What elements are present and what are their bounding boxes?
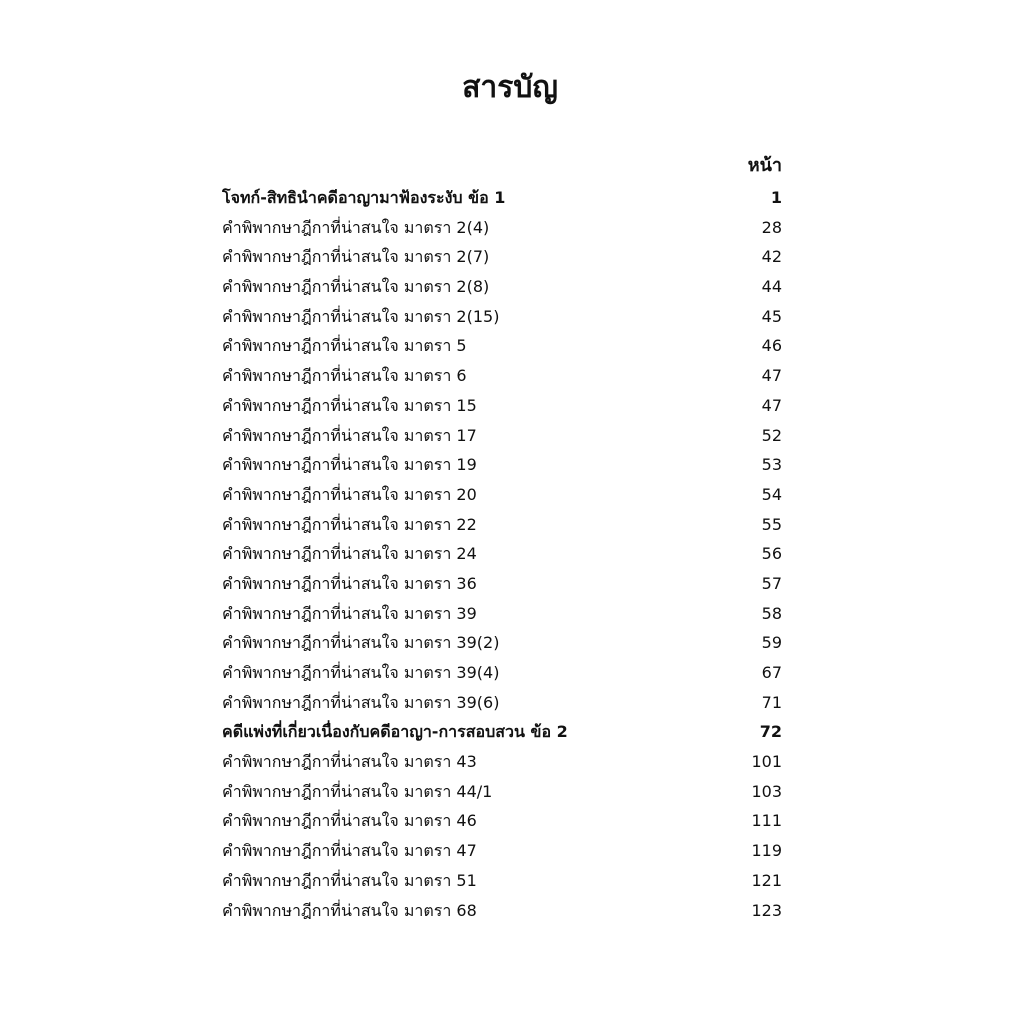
toc-entry-label: คำพิพากษาฎีกาที่น่าสนใจ มาตรา 2(15) (222, 306, 500, 326)
toc-entry (222, 599, 782, 629)
toc-entry (222, 777, 782, 807)
toc-entry (222, 628, 782, 658)
toc-entry-label: คำพิพากษาฎีกาที่น่าสนใจ มาตรา 36 (222, 573, 477, 593)
toc-entry-label: คำพิพากษาฎีกาที่น่าสนใจ มาตรา 68 (222, 900, 477, 920)
toc-entry (222, 569, 782, 599)
toc-entry-label: คำพิพากษาฎีกาที่น่าสนใจ มาตรา 5 (222, 336, 467, 356)
toc-entry-label: คำพิพากษาฎีกาที่น่าสนใจ มาตรา 15 (222, 395, 477, 415)
toc-entry-label: คำพิพากษาฎีกาที่น่าสนใจ มาตรา 43 (222, 752, 477, 772)
toc-entry (222, 302, 782, 332)
toc-entry-label: คำพิพากษาฎีกาที่น่าสนใจ มาตรา 46 (222, 811, 477, 831)
toc-entry-label: คำพิพากษาฎีกาที่น่าสนใจ มาตรา 19 (222, 455, 477, 475)
toc-section-heading (222, 183, 782, 213)
toc-entry-page-number: 1 (770, 188, 782, 207)
toc-entry-page-number: 46 (761, 336, 782, 356)
toc-entry (222, 539, 782, 569)
toc-entry-page-number: 53 (761, 455, 782, 475)
toc-entry (222, 866, 782, 896)
toc-entry (222, 272, 782, 302)
toc-entry-page-number: 47 (761, 366, 782, 386)
toc-entry-label: คำพิพากษาฎีกาที่น่าสนใจ มาตรา 39(4) (222, 663, 500, 682)
toc-entry-page-number: 67 (761, 663, 782, 682)
toc-entry (222, 806, 782, 836)
toc-entry-label: คำพิพากษาฎีกาที่น่าสนใจ มาตรา 22 (222, 514, 477, 534)
toc-entry-label: คำพิพากษาฎีกาที่น่าสนใจ มาตรา 6 (222, 366, 467, 386)
toc-entry (222, 361, 782, 391)
toc-entry (222, 480, 782, 510)
toc-entry (222, 213, 782, 243)
page-title: สารบัญ (462, 70, 558, 105)
toc-entry-page-number: 45 (761, 306, 782, 326)
toc-entry-label: คำพิพากษาฎีกาที่น่าสนใจ มาตรา 2(8) (222, 277, 490, 297)
toc-entry-label: คำพิพากษาฎีกาที่น่าสนใจ มาตรา 39 (222, 603, 477, 623)
toc-entry-page-number: 58 (761, 603, 782, 623)
toc-entry (222, 688, 782, 718)
toc-entry-label: คำพิพากษาฎีกาที่น่าสนใจ มาตรา 20 (222, 484, 477, 504)
toc-entry-page-number: 56 (761, 544, 782, 564)
toc-entry-page-number: 103 (751, 781, 782, 801)
toc-entry (222, 391, 782, 421)
toc-entry (222, 331, 782, 361)
toc-entry-page-number: 119 (751, 841, 782, 861)
toc-entry-label: คำพิพากษาฎีกาที่น่าสนใจ มาตรา 17 (222, 425, 477, 445)
toc-entry-label: คดีแพ่งที่เกี่ยวเนื่องกับคดีอาญา-การสอบสวน ข้อ 2 (222, 722, 568, 742)
toc-entry-label: คำพิพากษาฎีกาที่น่าสนใจ มาตรา 51 (222, 870, 477, 890)
toc-entry-label: คำพิพากษาฎีกาที่น่าสนใจ มาตรา 2(4) (222, 217, 490, 237)
toc-entry-label: คำพิพากษาฎีกาที่น่าสนใจ มาตรา 44/1 (222, 781, 493, 801)
toc-entry-page-number: 111 (751, 811, 782, 831)
toc-entry-page-number: 121 (751, 870, 782, 890)
toc-entry-page-number: 55 (761, 514, 782, 534)
toc-entry (222, 658, 782, 688)
toc-entry (222, 450, 782, 480)
toc-entry-page-number: 44 (761, 277, 782, 297)
toc-entry-page-number: 71 (761, 692, 782, 712)
toc-entry-label: คำพิพากษาฎีกาที่น่าสนใจ มาตรา 24 (222, 544, 477, 564)
toc-entry-page-number: 52 (761, 425, 782, 445)
toc-entry (222, 242, 782, 272)
toc-entry-label: คำพิพากษาฎีกาที่น่าสนใจ มาตรา 39(6) (222, 692, 500, 712)
toc-entry-page-number: 57 (761, 573, 782, 593)
toc-entry (222, 896, 782, 926)
toc-entry-page-number: 54 (761, 484, 782, 504)
toc-entry-page-number: 47 (761, 395, 782, 415)
toc-entry-label: คำพิพากษาฎีกาที่น่าสนใจ มาตรา 2(7) (222, 247, 490, 267)
toc-entry (222, 836, 782, 866)
toc-entry-label: คำพิพากษาฎีกาที่น่าสนใจ มาตรา 47 (222, 841, 477, 861)
page-column-header: หน้า (747, 155, 782, 176)
toc-entry-label: คำพิพากษาฎีกาที่น่าสนใจ มาตรา 39(2) (222, 633, 500, 653)
toc-entry-page-number: 28 (761, 217, 782, 237)
toc-entry-label: โจทก์-สิทธินำคดีอาญามาฟ้องระงับ ข้อ 1 (222, 188, 506, 207)
toc-entry-page-number: 42 (761, 247, 782, 267)
toc-section-heading (222, 717, 782, 747)
toc-entry-page-number: 123 (751, 900, 782, 920)
toc-entry (222, 747, 782, 777)
toc-entry-page-number: 59 (761, 633, 782, 653)
toc-entry-page-number: 72 (759, 722, 782, 742)
toc-entry (222, 421, 782, 451)
table-of-contents (222, 183, 782, 925)
toc-entry-page-number: 101 (751, 752, 782, 772)
toc-entry (222, 510, 782, 540)
